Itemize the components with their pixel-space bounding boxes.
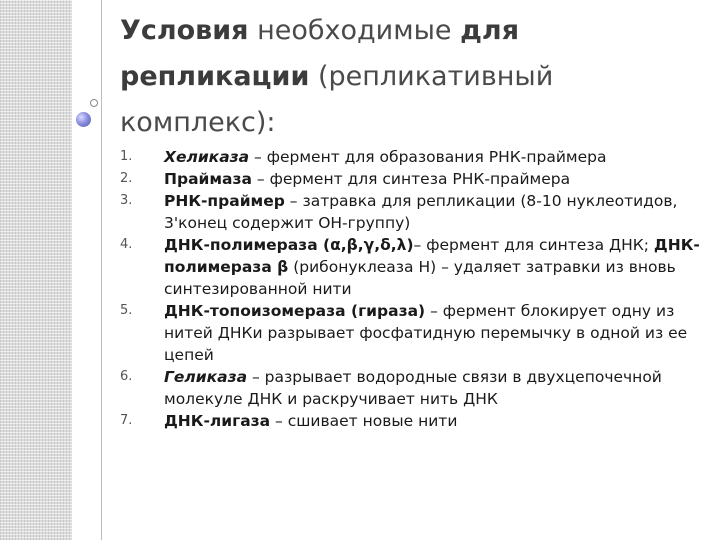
title-word-replikacii: репликации xyxy=(120,61,310,92)
item-text xyxy=(164,146,700,168)
item-description: – фермент блокирует одну из нитей ДНКи разрывает фосфатидную перемычку в одной из ее цепей xyxy=(164,302,688,364)
item-term: ДНК-лигаза xyxy=(164,412,271,430)
title-word-neobhodimye: необходимые xyxy=(248,15,461,46)
item-description: – затравка для репликации (8-10 нуклеотидов, 3'конец содержит ОН-группу) xyxy=(164,192,678,232)
item-term: ДНК-топоизомераза (гираза) xyxy=(164,302,426,320)
item-term: ДНК-полимераза (α,β,γ,δ,λ) xyxy=(164,236,414,254)
divider-line xyxy=(101,0,102,540)
item-description: – фермент для синтеза РНК-праймера xyxy=(251,170,571,188)
item-term: Геликаза xyxy=(164,368,248,386)
item-number: 6. xyxy=(120,369,133,384)
title-word-kompleks: (репликативный комплекс): xyxy=(120,61,554,138)
item-number: 4. xyxy=(120,237,133,252)
sphere-bullet-icon xyxy=(76,112,91,127)
item-text xyxy=(164,234,700,300)
list-item xyxy=(120,168,700,190)
item-description-secondary: (рибонуклеаза Н) – удаляет затравки из вновь синтезированной нити xyxy=(164,258,676,298)
item-text xyxy=(164,410,700,432)
list-item xyxy=(120,146,700,168)
list-item xyxy=(120,410,700,432)
item-description: – разрывает водородные связи в двухцепочечной молекуле ДНК и раскручивает нить ДНК xyxy=(164,368,662,408)
title-word-dlya: для xyxy=(460,15,520,46)
item-number: 5. xyxy=(120,303,133,318)
slide-title xyxy=(120,8,680,146)
item-number: 1. xyxy=(120,149,133,164)
decorative-stripe xyxy=(0,0,72,540)
list-item xyxy=(120,190,700,234)
item-term-secondary: ДНК-полимераза β xyxy=(164,236,700,276)
small-circle-icon xyxy=(90,99,98,107)
item-term: Хеликаза xyxy=(164,148,250,166)
item-term: РНК-праймер xyxy=(164,192,285,210)
item-text xyxy=(164,300,700,366)
item-description: – сшивает новые нити xyxy=(270,412,458,430)
item-text xyxy=(164,190,700,234)
enzyme-list xyxy=(120,146,700,432)
item-text xyxy=(164,366,700,410)
item-description: – фермент для синтеза ДНК; xyxy=(413,236,654,254)
title-word-usloviya: Условия xyxy=(120,15,249,46)
item-number: 7. xyxy=(120,413,133,428)
list-item xyxy=(120,300,700,366)
item-text xyxy=(164,168,700,190)
list-item xyxy=(120,366,700,410)
item-number: 2. xyxy=(120,171,133,186)
item-number: 3. xyxy=(120,193,133,208)
item-description: – фермент для образования РНК-праймера xyxy=(249,148,607,166)
list-item xyxy=(120,234,700,300)
item-term: Праймаза xyxy=(164,170,252,188)
